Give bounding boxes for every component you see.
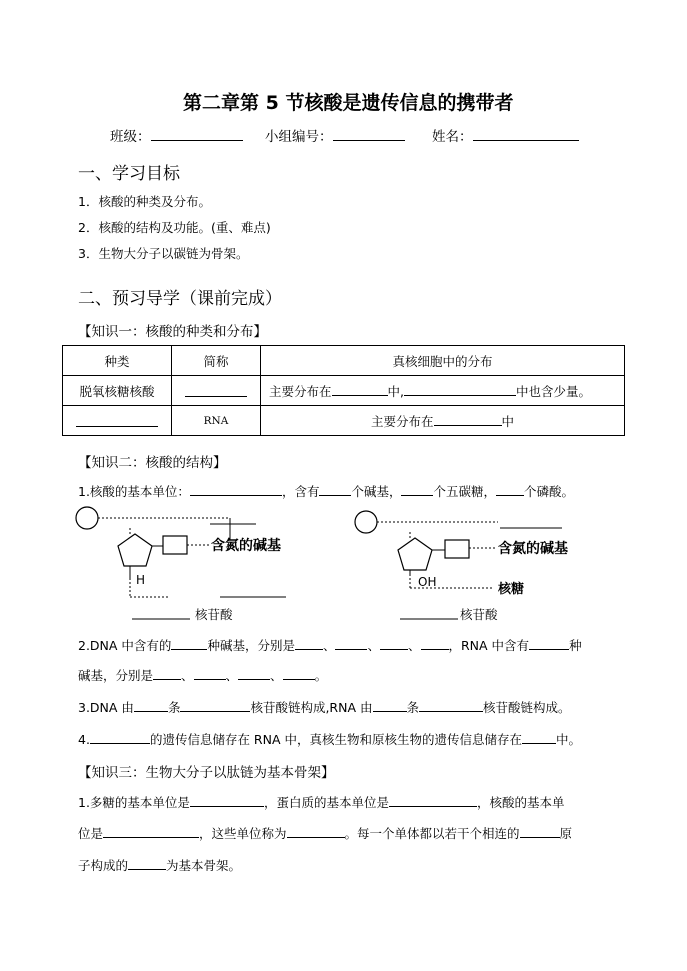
knowledge-1-heading: 【知识一：核酸的种类和分布】: [78, 324, 267, 340]
header-kind: 种类: [63, 346, 172, 376]
deoxynucleotide-diagram: [70, 502, 310, 624]
blank[interactable]: [520, 823, 560, 838]
blank[interactable]: [434, 411, 502, 426]
blank[interactable]: [190, 481, 282, 496]
cell-dna-abbr[interactable]: [172, 376, 261, 406]
k3-question-1: 1.多糖的基本单位是 ，蛋白质的基本单位是 ，核酸的基本单: [78, 792, 564, 811]
blank[interactable]: [283, 665, 315, 680]
section-1-heading: 一、学习目标: [78, 164, 180, 184]
nucleotide-label: 核苷酸: [195, 607, 233, 622]
k3-question-1-cont2: 子构成的 为基本骨架。: [78, 855, 241, 874]
blank[interactable]: [134, 697, 168, 712]
blank[interactable]: [194, 665, 226, 680]
group-blank[interactable]: [333, 126, 405, 141]
name-label: 姓名：: [432, 129, 473, 145]
k2-question-2: 2.DNA 中含有的 种碱基，分别是 、 、 、 ，RNA 中含有 种: [78, 635, 582, 654]
cell-dna-kind: 脱氧核糖核酸: [63, 376, 172, 406]
class-field: [110, 125, 243, 145]
nucleotide-label: 核苷酸: [460, 607, 498, 622]
objective-3: 3．生物大分子以碳链为骨架。: [78, 246, 249, 261]
base-rect: [163, 536, 187, 554]
pentose-pentagon: [398, 538, 432, 570]
blank[interactable]: [389, 792, 477, 807]
k2-question-3: 3.DNA 由 条 核苷酸链构成,RNA 由 条 核苷酸链构成。: [78, 697, 571, 716]
oh-label: OH: [418, 575, 437, 589]
base-label: 含氮的碱基: [498, 541, 568, 557]
blank[interactable]: [496, 481, 524, 496]
blank[interactable]: [332, 381, 388, 396]
cell-rna-abbr: RNA: [172, 406, 261, 436]
knowledge-2-heading: 【知识二：核酸的结构】: [78, 455, 227, 471]
blank[interactable]: [522, 729, 556, 744]
table-header-row: [63, 346, 625, 376]
table-row: [63, 376, 625, 406]
k2-question-1: 1.核酸的基本单位： ，含有 个碱基， 个五碳糖， 个磷酸。: [78, 481, 574, 500]
class-label: 班级：: [110, 129, 151, 145]
phosphate-circle: [355, 511, 377, 533]
blank[interactable]: [421, 635, 449, 650]
blank[interactable]: [373, 697, 407, 712]
h-label: H: [136, 573, 146, 587]
blank[interactable]: [171, 635, 207, 650]
phosphate-circle: [76, 507, 98, 529]
ribose-label: 核糖: [498, 582, 525, 597]
base-rect: [445, 540, 469, 558]
name-field: [432, 125, 579, 145]
class-blank[interactable]: [151, 126, 243, 141]
blank[interactable]: [180, 697, 250, 712]
base-label: 含氮的碱基: [211, 538, 281, 554]
blank[interactable]: [319, 481, 351, 496]
blank[interactable]: [335, 635, 367, 650]
name-blank[interactable]: [473, 126, 579, 141]
blank[interactable]: [103, 823, 199, 838]
header-distribution: 真核细胞中的分布: [261, 346, 625, 376]
knowledge-3-heading: 【知识三：生物大分子以肽链为基本骨架】: [78, 765, 335, 781]
cell-rna-kind[interactable]: [63, 406, 172, 436]
page-title: 第二章第 5 节核酸是遗传信息的携带者: [183, 92, 514, 114]
objective-1: 1．核酸的种类及分布。: [78, 194, 211, 209]
blank[interactable]: [529, 635, 569, 650]
group-label: 小组编号：: [265, 129, 333, 145]
blank[interactable]: [401, 481, 433, 496]
blank[interactable]: [128, 855, 166, 870]
cell-dna-distribution: 主要分布在 中, 中也含少量。: [261, 376, 625, 406]
blank[interactable]: [90, 729, 150, 744]
ribonucleotide-diagram: [348, 502, 588, 624]
k2-question-2-cont: 碱基，分别是 、 、 、 。: [78, 665, 327, 684]
blank[interactable]: [190, 792, 264, 807]
pentose-pentagon: [118, 534, 152, 566]
blank[interactable]: [404, 381, 516, 396]
blank[interactable]: [380, 635, 408, 650]
group-field: [265, 125, 405, 145]
k3-question-1-cont: 位是 ，这些单位称为 。每一个单体都以若干个相连的 原: [78, 823, 572, 842]
k2-question-4: 4. 的遗传信息储存在 RNA 中，真核生物和原核生物的遗传信息储存在 中。: [78, 729, 581, 748]
section-2-heading: 二、预习导学（课前完成）: [78, 289, 282, 309]
blank[interactable]: [287, 823, 345, 838]
blank[interactable]: [238, 665, 270, 680]
table-row: [63, 406, 625, 436]
header-abbr: 简称: [172, 346, 261, 376]
blank[interactable]: [153, 665, 181, 680]
cell-rna-distribution: 主要分布在 中: [261, 406, 625, 436]
blank[interactable]: [419, 697, 483, 712]
nucleic-acid-distribution-table: [62, 345, 625, 436]
objective-2: 2．核酸的结构及功能。(重、难点): [78, 220, 271, 235]
blank[interactable]: [295, 635, 323, 650]
